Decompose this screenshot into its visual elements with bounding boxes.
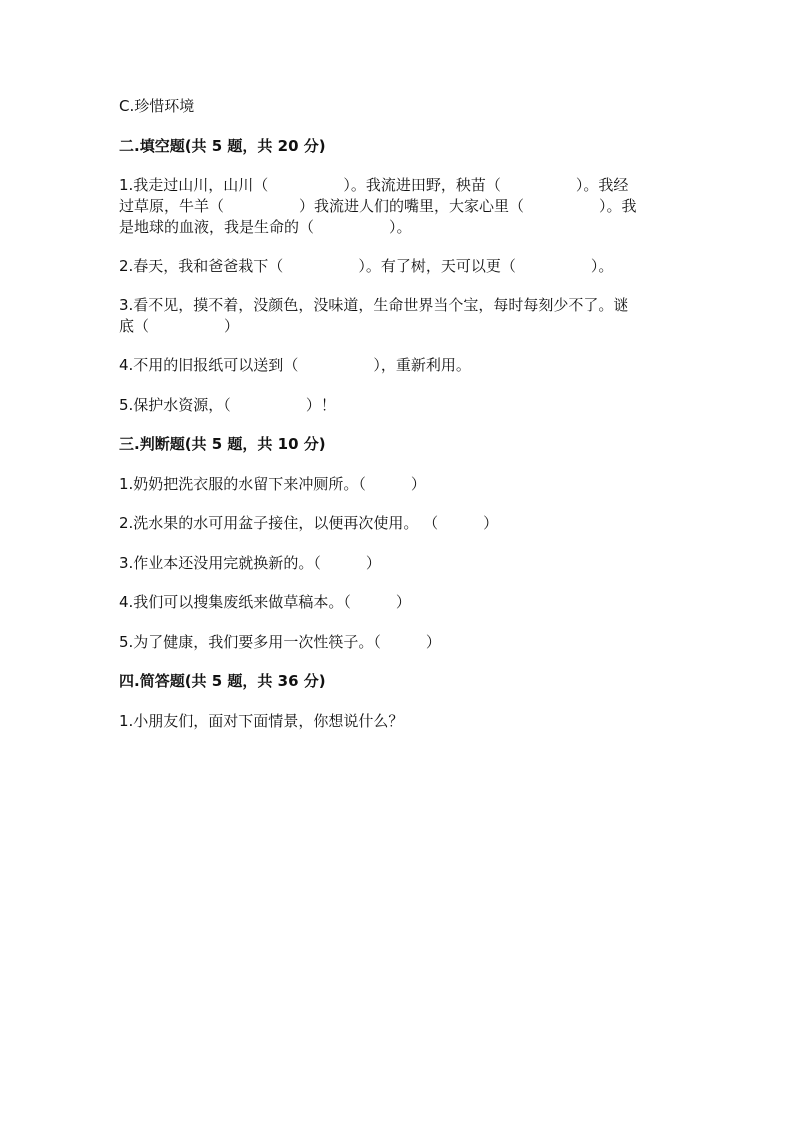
option-c: C.珍惜环境	[119, 97, 195, 115]
fill-q1-line3: 是地球的血液，我是生命的（ ）。	[119, 218, 412, 236]
short-answer-q1: 1.小朋友们，面对下面情景，你想说什么？	[119, 712, 404, 730]
fill-q5: 5.保护水资源，（ ）！	[119, 396, 336, 414]
fill-q2: 2.春天，我和爸爸栽下（ ）。有了树，天可以更（ ）。	[119, 257, 614, 275]
fill-q1-line1: 1.我走过山川，山川（ ）。我流进田野，秧苗（ ）。我经	[119, 176, 629, 194]
tf-q3: 3.作业本还没用完就换新的。（ ）	[119, 554, 381, 572]
tf-q2: 2.洗水果的水可用盆子接住，以便再次使用。 （ ）	[119, 514, 499, 532]
fill-q3-line2: 底（ ）	[119, 317, 240, 335]
section-heading-short-answer: 四.简答题(共 5 题，共 36 分)	[119, 672, 326, 690]
fill-q3-line1: 3.看不见，摸不着，没颜色，没味道，生命世界当个宝，每时每刻少不了。谜	[119, 296, 629, 314]
tf-q5: 5.为了健康，我们要多用一次性筷子。（ ）	[119, 633, 441, 651]
fill-q4: 4.不用的旧报纸可以送到（ ），重新利用。	[119, 356, 471, 374]
tf-q1: 1.奶奶把洗衣服的水留下来冲厕所。（ ）	[119, 475, 426, 493]
tf-q4: 4.我们可以搜集废纸来做草稿本。（ ）	[119, 593, 411, 611]
fill-q1-line2: 过草原，牛羊（ ）我流进人们的嘴里，大家心里（ ）。我	[119, 197, 637, 215]
section-heading-fill-in: 二.填空题(共 5 题，共 20 分)	[119, 137, 326, 155]
section-heading-true-false: 三.判断题(共 5 题，共 10 分)	[119, 435, 326, 453]
